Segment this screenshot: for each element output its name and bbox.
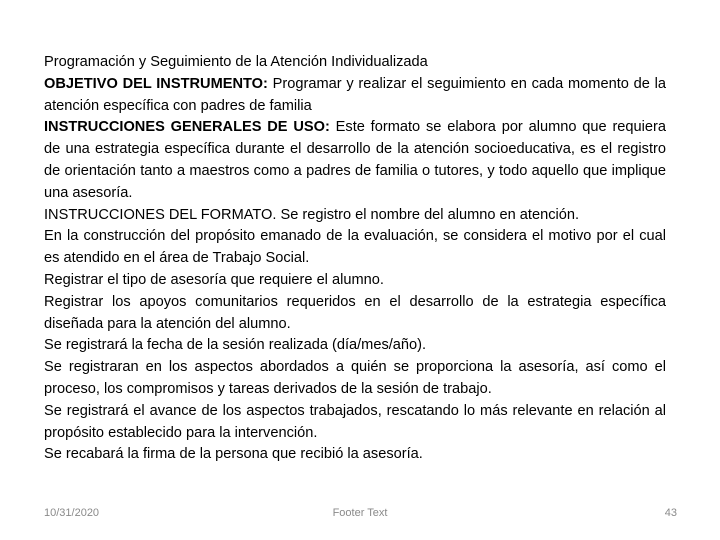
objetivo-paragraph — [44, 74, 666, 118]
body-paragraph-firma: Se recabará la firma de la persona que recibió la asesoría. — [44, 446, 423, 463]
objetivo-label: OBJETIVO DEL INSTRUMENTO: — [44, 75, 268, 92]
slide-body — [44, 52, 666, 466]
body-paragraph-avance: Se registrará el avance de los aspectos trabajados, rescatando lo más relevante en relación al propósito establecido para la intervención. — [44, 402, 666, 441]
objetivo-text: Programar y realizar el seguimiento en cada momento de la atención específica con padres de familia — [44, 75, 666, 114]
document-title: Programación y Seguimiento de la Atención Individualizada — [44, 54, 428, 70]
body-paragraph-apoyos: Registrar los apoyos comunitarios requeridos en el desarrollo de la estrategia específica diseñada para la atención del alumno. — [44, 293, 666, 332]
body-paragraph-aspectos: Se registraran en los aspectos abordados a quién se proporciona la asesoría, así como el proceso, los compromisos y tareas derivados de la sesión de trabajo. — [44, 359, 666, 397]
instrucciones-generales-label: INSTRUCCIONES GENERALES DE USO: — [44, 119, 330, 136]
footer-date: 10/31/2020 — [44, 507, 100, 519]
instrucciones-generales-paragraph — [44, 117, 666, 204]
instrucciones-generales-text: Este formato se elabora por alumno que requiera de una estrategia específica durante el desarrollo de la atención socioeducativa, es el registro de orientación tanto a maestros como a padres de familia o tutores, y todo aquello que implique una asesoría. — [44, 119, 666, 201]
footer-text: Footer Text — [332, 507, 388, 519]
body-paragraph-fecha: Se registrará la fecha de la sesión realizada (día/mes/año). — [44, 337, 427, 354]
body-paragraph-proposito: En la construcción del propósito emanado de la evaluación, se considera el motivo por el cual es atendido en el área de Trabajo Social. — [44, 228, 666, 267]
page-number: 43 — [664, 507, 677, 519]
body-paragraph-tipo-asesoria: Registrar el tipo de asesoría que requiere el alumno. — [44, 271, 384, 288]
instrucciones-formato-paragraph: INSTRUCCIONES DEL FORMATO. Se registro el nombre del alumno en atención. — [44, 206, 580, 223]
